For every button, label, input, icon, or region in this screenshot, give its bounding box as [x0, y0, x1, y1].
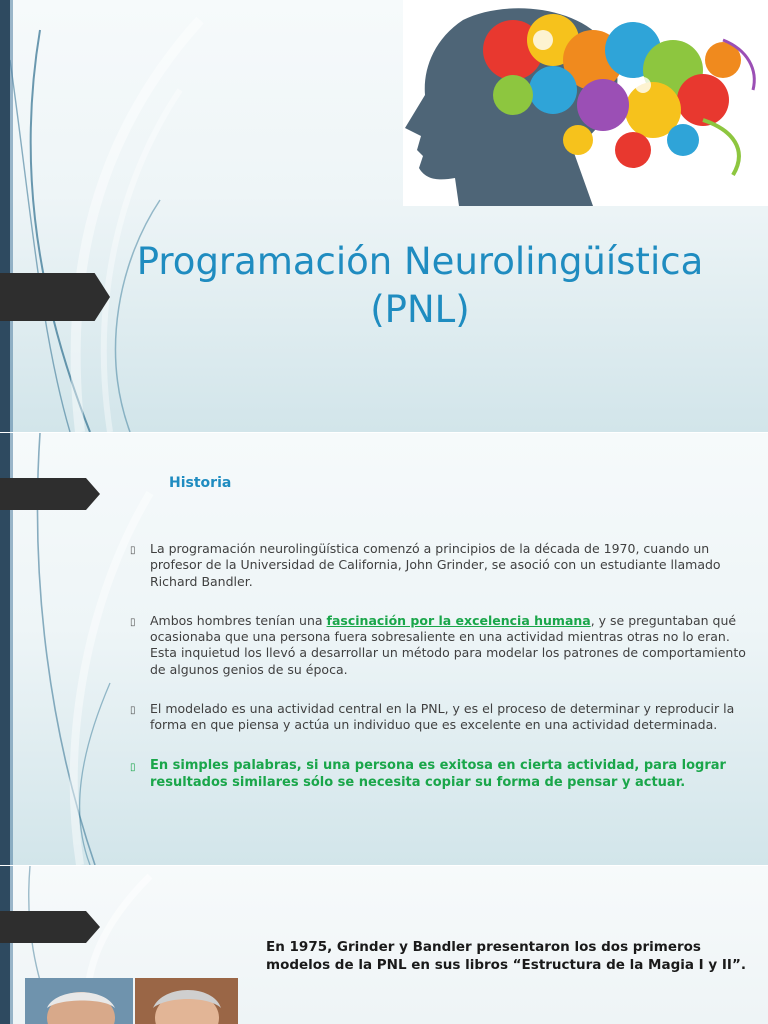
title-line-2: (PNL) — [370, 288, 470, 331]
founders-photos — [25, 978, 238, 1024]
portrait-photo-bandler — [135, 978, 238, 1024]
portrait-photo-grinder — [25, 978, 133, 1024]
slide-title — [0, 0, 768, 432]
slide-paragraph: En 1975, Grinder y Bandler presentaron los dos primeros modelos de la PNL en sus libros “Estructura de la Magia I y II”. — [266, 939, 746, 973]
excelencia-humana-link[interactable]: fascinación por la excelencia humana — [326, 612, 591, 628]
bullet-icon: ▯ — [130, 761, 136, 773]
title-line-1: Programación Neurolingüística — [136, 240, 704, 283]
list-item: ▯ La programación neurolingüística comenzó a principios de la década de 1970, cuando un profesor de la Universidad de California, John Grinder, se asoció con un estudiante llamado Richard Bandler. — [130, 541, 721, 589]
slide-arrow-tab — [0, 911, 100, 943]
left-accent-bar — [0, 866, 10, 1024]
bullet-icon: ▯ — [130, 545, 136, 556]
list-item-highlight: ▯ En simples palabras, si una persona es exitosa en cierta actividad, para lograr resultados similares sólo se necesita copiar su forma de pensar y actuar. — [130, 757, 726, 790]
slide-main-title — [90, 238, 750, 334]
slide-arrow-tab — [0, 478, 100, 510]
decorative-swoosh — [0, 0, 220, 432]
list-item: ▯ El modelado es una actividad central en la PNL, y es el proceso de determinar y reproducir la forma en que piensa y actúa un individuo que es excelente en una actividad determinada. — [130, 701, 735, 733]
bullet-icon: ▯ — [130, 705, 136, 717]
left-accent-bar — [0, 0, 10, 432]
slide-historia — [0, 433, 768, 865]
slide-1975 — [0, 866, 768, 1024]
bullet-icon: ▯ — [130, 616, 136, 628]
colorful-brain-head-image — [403, 0, 768, 206]
list-item: ▯ Ambos hombres tenían una fascinación por la excelencia humana, y se preguntaban qué ocasionaba que una persona fuera sobresaliente en una actividad mientras otras no lo eran. Esta inquietud los llevó a desarrollar un método para modelar los patrones de comportamiento de algunos genios de su época. — [130, 612, 746, 677]
bullet-list — [130, 541, 750, 791]
section-title: Historia — [169, 475, 232, 491]
